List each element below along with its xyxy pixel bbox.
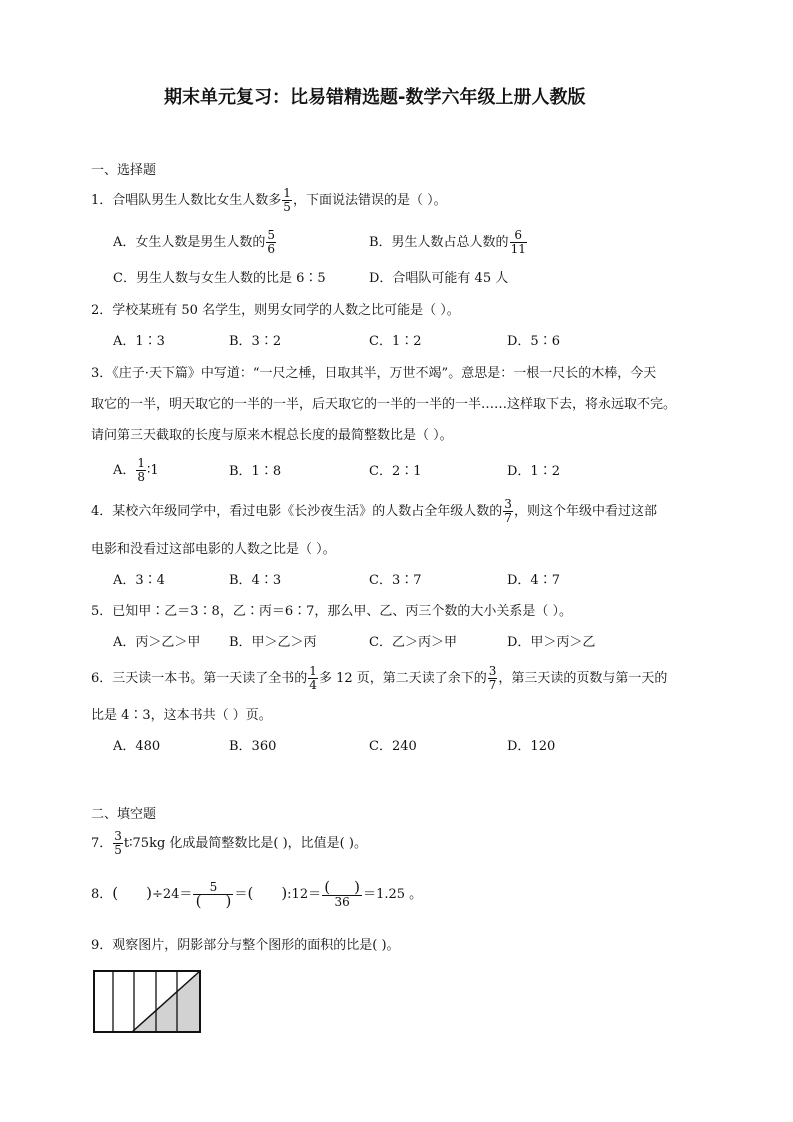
option-d[interactable]: D．1∶2 <box>507 464 560 479</box>
question-number: 6． <box>91 671 113 686</box>
question-number: 4． <box>91 504 113 519</box>
option-c[interactable]: C．240 <box>369 739 417 754</box>
question-2 <box>91 304 460 317</box>
blank-open-paren: ( <box>247 884 254 902</box>
option-text: B．男生人数占总人数的 <box>369 235 509 250</box>
question-text: ，则这个年级中看过这部 <box>513 504 657 519</box>
fraction: $\frac{1}{5}$ <box>283 186 291 214</box>
question-number: 2． <box>91 303 113 318</box>
question-1 <box>91 186 447 216</box>
question-number: 7． <box>91 836 113 851</box>
option-b[interactable]: B．360 <box>229 739 277 754</box>
question-number: 9． <box>91 938 113 953</box>
fraction: $\frac{1}{4}$ <box>309 664 317 692</box>
option-a[interactable]: A．3∶4 <box>113 573 165 588</box>
expression-text: :12＝ <box>287 887 322 902</box>
question-text: 学校某班有 50 名学生，则男女同学的人数之比可能是（ ）。 <box>112 303 460 318</box>
option-a[interactable]: A．1∶3 <box>113 334 165 349</box>
option-a[interactable] <box>113 456 159 486</box>
question-text: 多 12 页，第二天读了余下的 <box>318 671 487 686</box>
option-b[interactable]: B．4∶3 <box>229 573 282 588</box>
question-6-line-2: 比是 4∶3，这本书共（ ）页。 <box>91 708 272 723</box>
question-text: ，下面说法错误的是（ ）。 <box>292 193 447 208</box>
option-label: A． <box>113 463 136 478</box>
question-text: 观察图片，阴影部分与整个图形的面积的比是( )。 <box>112 938 400 953</box>
option-d[interactable]: D．甲＞丙＞乙 <box>507 635 596 650</box>
option-d[interactable]: D．合唱队可能有 45 人 <box>369 271 509 286</box>
expression-text: ＝1.25 。 <box>363 887 423 902</box>
fraction: $\frac{1}{8}$ <box>137 456 146 484</box>
option-text: A．女生人数是男生人数的 <box>113 235 266 250</box>
option-b[interactable] <box>369 228 528 258</box>
fraction: $\frac{( )}{36}$ <box>322 881 362 909</box>
page-title: 期末单元复习：比易错精选题-数学六年级上册人教版 <box>164 87 586 108</box>
question-text: 合唱队男生人数比女生人数多 <box>112 193 282 208</box>
blank-open-paren: ( <box>112 884 119 902</box>
question-9 <box>91 939 400 952</box>
option-c[interactable]: C．1∶2 <box>369 334 422 349</box>
section-heading-fill: 二、填空题 <box>91 807 157 822</box>
answer-blank[interactable]: ( ) <box>322 881 362 896</box>
expression-text: ÷24＝ <box>152 887 193 902</box>
question-text: ，第三天读的页数与第一天的 <box>498 671 668 686</box>
blank-close-paren: ) <box>281 884 288 902</box>
question-8 <box>91 878 422 910</box>
fraction: $\frac{3}{5}$ <box>114 829 122 857</box>
question-text: 《庄子·天下篇》中写道：“一尺之棰，日取其半，万世不竭”。意思是：一根一尺长的木棒，今天 <box>112 366 657 381</box>
fraction: $\frac{5}{( )}$ <box>193 881 233 909</box>
question-text: 某校六年级同学中，看过电影《长沙夜生活》的人数占全年级人数的 <box>112 504 503 519</box>
question-number: 1． <box>91 193 113 208</box>
fraction: $\frac{5}{6}$ <box>267 228 276 256</box>
option-c[interactable]: C．2∶1 <box>369 464 422 479</box>
question-5 <box>91 605 572 618</box>
question-text: 三天读一本书。第一天读了全书的 <box>112 671 308 686</box>
question-7 <box>91 829 367 859</box>
question-4 <box>91 497 657 527</box>
section-heading-choice: 一、选择题 <box>91 163 157 178</box>
question-4-line-2: 电影和没看过这部电影的人数之比是（ ）。 <box>91 542 336 557</box>
option-a[interactable] <box>113 228 277 258</box>
fraction: $\frac{6}{11}$ <box>510 228 526 256</box>
option-d[interactable]: D．4∶7 <box>507 573 560 588</box>
option-c[interactable]: C．乙＞丙＞甲 <box>369 635 457 650</box>
fraction: $\frac{3}{7}$ <box>488 664 497 692</box>
option-b[interactable]: B．1∶8 <box>229 464 282 479</box>
question-text: t∶75kg 化成最简整数比是( )，比值是( )。 <box>123 836 367 851</box>
question-3-line-2: 取它的一半，明天取它的一半的一半，后天取它的一半的一半的一半……这样取下去，将永远取不完。 <box>91 397 677 412</box>
option-d[interactable]: D．120 <box>507 739 556 754</box>
option-b[interactable]: B．3∶2 <box>229 334 282 349</box>
question-number: 5． <box>91 604 113 619</box>
question-text: 已知甲∶乙＝3∶8，乙∶丙＝6∶7，那么甲、乙、丙三个数的大小关系是（ ）。 <box>112 604 572 619</box>
answer-blank[interactable]: ( ) <box>195 891 232 910</box>
option-text: ∶1 <box>147 463 159 478</box>
shaded-rectangle-figure <box>92 969 202 1034</box>
question-3-line-3: 请问第三天截取的长度与原来木棍总长度的最简整数比是（ ）。 <box>91 428 453 443</box>
option-b[interactable]: B．甲＞乙＞丙 <box>229 635 317 650</box>
option-a[interactable]: A．丙＞乙＞甲 <box>113 635 201 650</box>
question-6 <box>91 664 667 694</box>
fraction: $\frac{3}{7}$ <box>504 497 512 525</box>
option-c[interactable]: C．男生人数与女生人数的比是 6∶5 <box>113 271 326 286</box>
blank-close-paren: ) <box>146 884 152 902</box>
question-number: 8． <box>91 887 113 902</box>
option-a[interactable]: A．480 <box>113 739 161 754</box>
option-d[interactable]: D．5∶6 <box>507 334 560 349</box>
option-c[interactable]: C．3∶7 <box>369 573 422 588</box>
expression-text: ＝ <box>234 887 248 902</box>
question-number: 3． <box>91 366 113 381</box>
question-3 <box>91 367 656 380</box>
